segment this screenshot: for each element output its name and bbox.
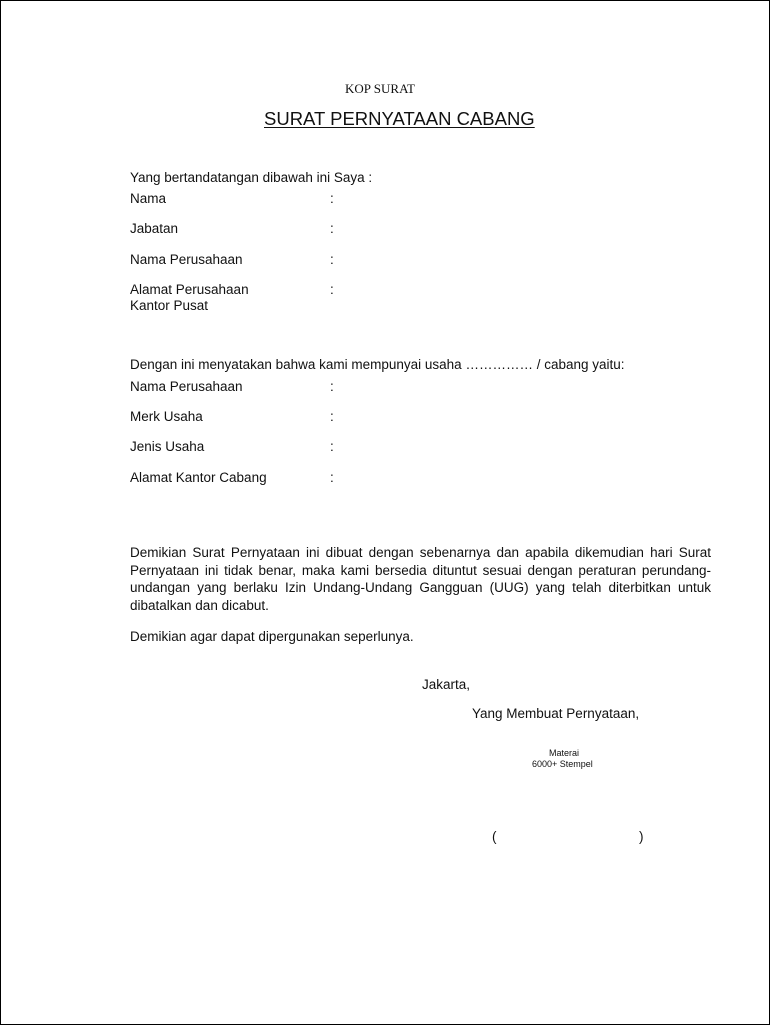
signature-paren-close: ) bbox=[639, 829, 644, 844]
signature-city: Jakarta, bbox=[422, 677, 471, 692]
section1-intro: Yang bertandatangan dibawah ini Saya : bbox=[130, 170, 373, 185]
letterhead-placeholder: KOP SURAT bbox=[345, 81, 415, 96]
signature-paren-open: ( bbox=[492, 829, 497, 844]
field-label-jabatan: Jabatan bbox=[130, 221, 179, 236]
field-label-kantor-pusat: Kantor Pusat bbox=[130, 298, 209, 313]
document-title: SURAT PERNYATAAN CABANG bbox=[264, 108, 535, 129]
materai-label: Materai bbox=[549, 748, 580, 758]
field-label-alamat-perusahaan: Alamat Perusahaan bbox=[130, 282, 249, 297]
field-label-nama-perusahaan-cabang: Nama Perusahaan bbox=[130, 379, 243, 394]
field-label-alamat-kantor-cabang: Alamat Kantor Cabang bbox=[130, 470, 267, 485]
field-colon: : bbox=[330, 379, 334, 394]
materai-stempel-label: 6000+ Stempel bbox=[532, 759, 593, 769]
field-label-nama-perusahaan: Nama Perusahaan bbox=[130, 252, 243, 267]
field-colon: : bbox=[330, 470, 334, 485]
field-colon: : bbox=[330, 221, 334, 236]
section2-intro: Dengan ini menyatakan bahwa kami mempunyai usaha …………… / cabang yaitu: bbox=[130, 357, 625, 372]
signature-signer-label: Yang Membuat Pernyataan, bbox=[472, 706, 640, 721]
field-label-jenis-usaha: Jenis Usaha bbox=[130, 439, 205, 454]
field-colon: : bbox=[330, 252, 334, 267]
closing-final-line: Demikian agar dapat dipergunakan seperlunya. bbox=[130, 629, 414, 644]
field-colon: : bbox=[330, 439, 334, 454]
field-label-nama: Nama bbox=[130, 191, 167, 206]
field-label-merk-usaha: Merk Usaha bbox=[130, 409, 203, 424]
field-colon: : bbox=[330, 282, 334, 297]
field-colon: : bbox=[330, 409, 334, 424]
field-colon: : bbox=[330, 191, 334, 206]
closing-paragraph: Demikian Surat Pernyataan ini dibuat dengan sebenarnya dan apabila dikemudian hari Surat Pernyataan ini tidak benar, maka kami bersedia dituntut sesuai dengan peraturan perundang-undangan yang berlaku Izin Undang-Undang Gangguan (UUG) yang telah diterbitkan untuk dibatalkan dan dicabut. bbox=[130, 545, 711, 613]
